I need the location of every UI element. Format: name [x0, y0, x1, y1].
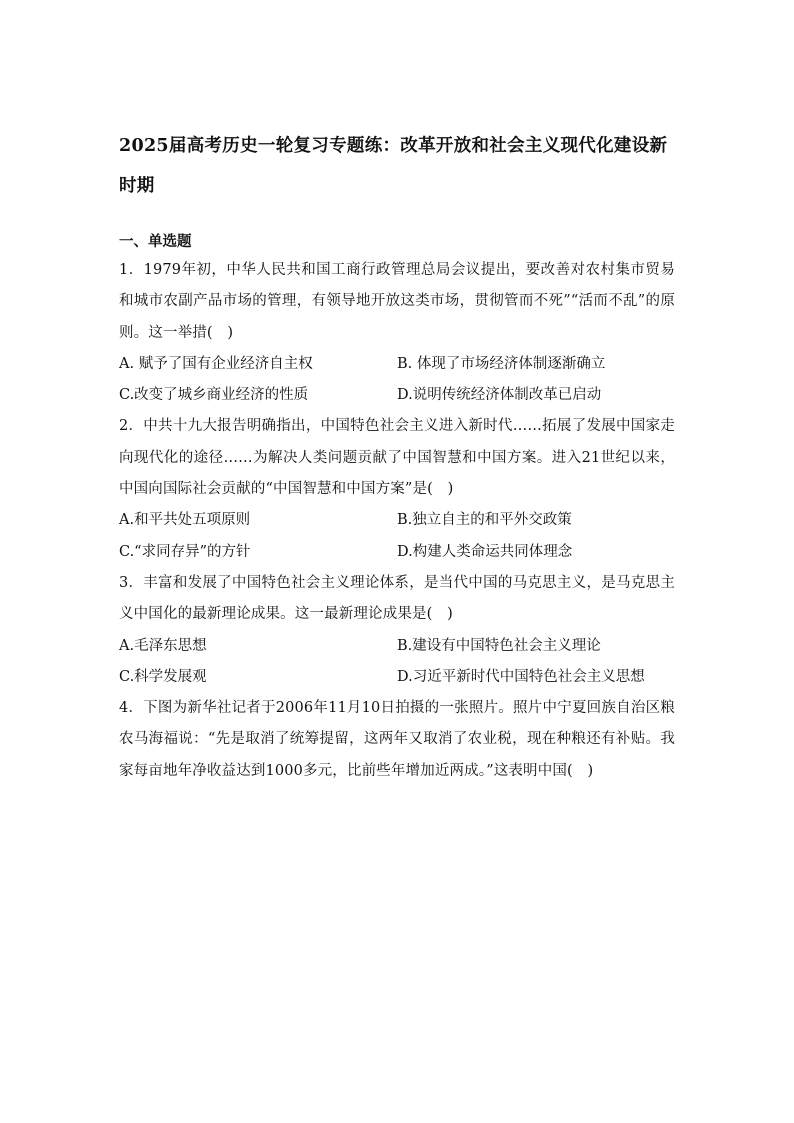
option-a[interactable]: A. 赋予了国有企业经济自主权	[119, 355, 313, 372]
question-stem: 4．下图为新华社记者于2006年11月10日拍摄的一张照片。照片中宁夏回族自治区粮农马海福说：“先是取消了统筹提留，这两年又取消了农业税，现在种粮还有补贴。我家每亩地年净收益达到1000多元，比前些年增加近两成。”这表明中国( )	[119, 700, 675, 779]
option-b[interactable]: B.建设有中国特色社会主义理论	[397, 637, 601, 654]
option-a[interactable]: A.毛泽东思想	[119, 637, 207, 654]
options-grid	[119, 505, 675, 568]
question-2	[119, 411, 675, 567]
question-4	[119, 693, 675, 787]
options-grid	[119, 349, 675, 412]
options-grid	[119, 631, 675, 694]
document-title: 2025届高考历史一轮复习专题练：改革开放和社会主义现代化建设新时期	[119, 136, 668, 196]
section-heading: 一、单选题	[119, 234, 192, 250]
option-c[interactable]: C.“求同存异”的方针	[119, 543, 251, 560]
question-stem: 2．中共十九大报告明确指出，中国特色社会主义进入新时代……拓展了发展中国家走向现代化的途径……为解决人类问题贡献了中国智慧和中国方案。进入21世纪以来，中国向国际社会贡献的“中国智慧和中国方案”是( )	[119, 418, 675, 498]
question-3	[119, 568, 675, 693]
question-stem: 1．1979年初，中华人民共和国工商行政管理总局会议提出，要改善对农村集市贸易和城市农副产品市场的管理，有领导地开放这类市场，贯彻管而不死”“活而不乱”的原则。这一举措( )	[119, 262, 675, 341]
question-stem: 3．丰富和发展了中国特色社会主义理论体系，是当代中国的马克思主义，是马克思主义中国化的最新理论成果。这一最新理论成果是( )	[119, 574, 675, 623]
question-1	[119, 255, 675, 411]
document-page	[119, 126, 675, 787]
option-c[interactable]: C.科学发展观	[119, 668, 207, 685]
option-a[interactable]: A.和平共处五项原则	[119, 512, 251, 529]
option-b[interactable]: B. 体现了市场经济体制逐渐确立	[397, 355, 606, 372]
option-c[interactable]: C.改变了城乡商业经济的性质	[119, 387, 309, 404]
option-d[interactable]: D.习近平新时代中国特色社会主义思想	[397, 668, 645, 685]
option-d[interactable]: D.说明传统经济体制改革已启动	[397, 387, 602, 404]
option-b[interactable]: B.独立自主的和平外交政策	[397, 512, 572, 529]
option-d[interactable]: D.构建人类命运共同体理念	[397, 543, 573, 560]
